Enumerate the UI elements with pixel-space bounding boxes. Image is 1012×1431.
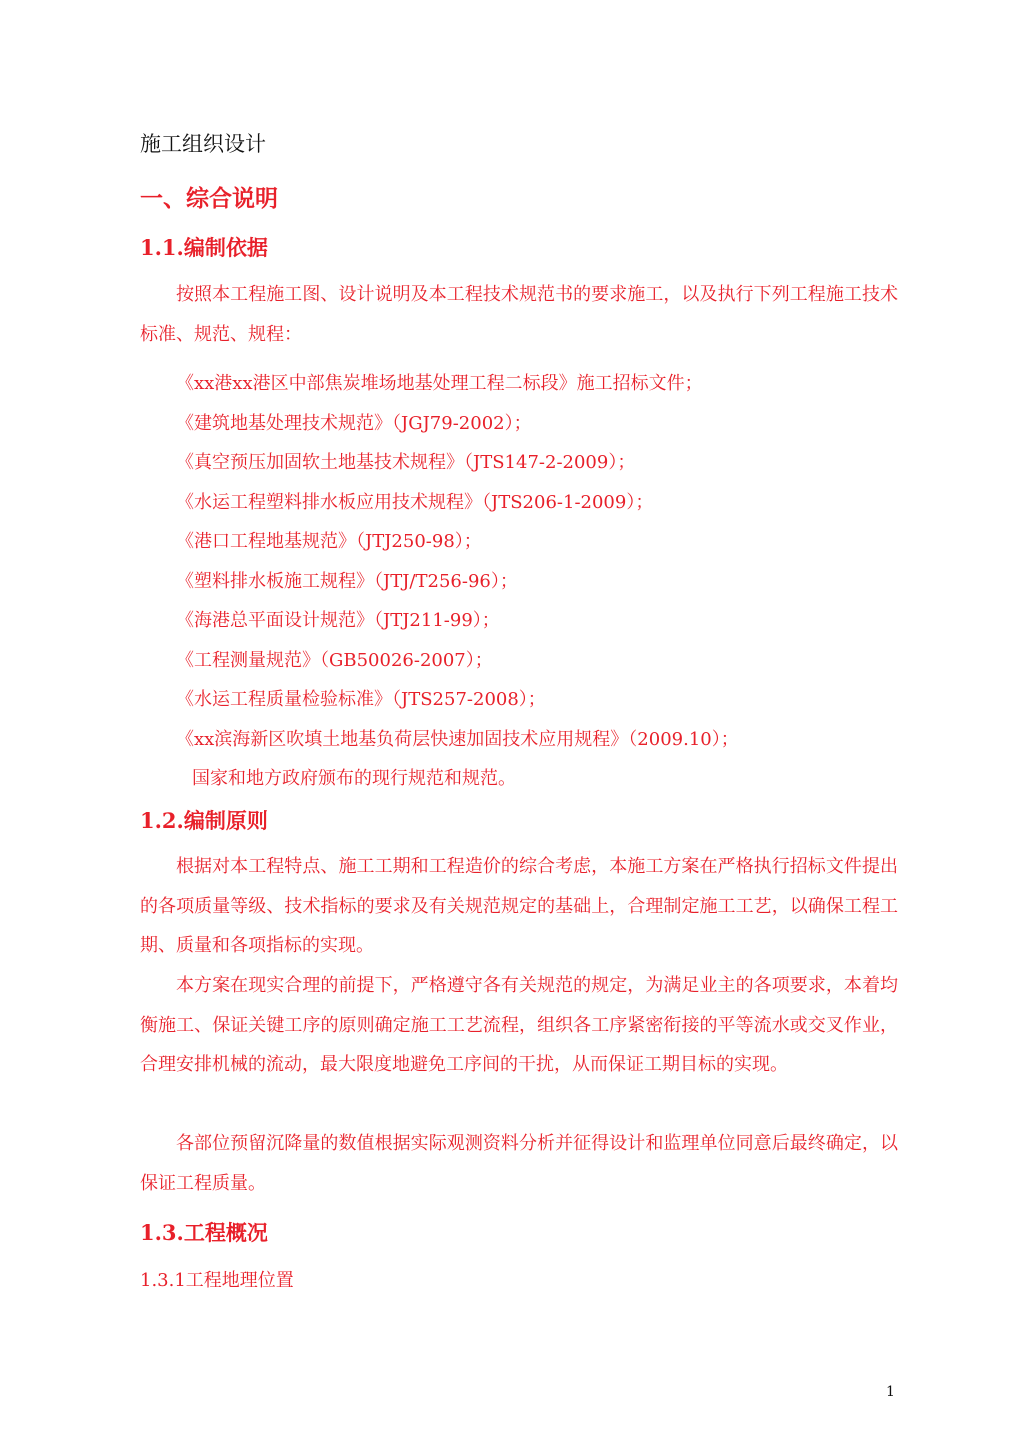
reference-item: 《xx滨海新区吹填土地基负荷层快速加固技术应用规程》（2009.10）； bbox=[176, 728, 739, 750]
document-title: 施工组织设计 bbox=[140, 132, 266, 156]
principles-paragraph-3: 各部位预留沉降量的数值根据实际观测资料分析并征得设计和监理单位同意后最终确定，以保证工程质量。 bbox=[140, 1133, 898, 1194]
reference-item: 《水运工程质量检验标准》（JTS257-2008）； bbox=[176, 689, 546, 710]
subsection-heading-basis: 1.1.编制依据 bbox=[140, 235, 268, 260]
page-number: 1 bbox=[886, 1384, 895, 1400]
subsection-heading-overview: 1.3.工程概况 bbox=[140, 1220, 268, 1245]
subsubsection-heading-location: 1.3.1工程地理位置 bbox=[140, 1270, 294, 1291]
reference-item: 《建筑地基处理技术规范》（JGJ79-2002）； bbox=[176, 412, 532, 434]
reference-item: 国家和地方政府颁布的现行规范和规范。 bbox=[192, 768, 516, 789]
principles-paragraph-2: 本方案在现实合理的前提下，严格遵守各有关规范的规定，为满足业主的各项要求，本着均衡施工、保证关键工序的原则确定施工工艺流程，组织各工序紧密衔接的平等流水或交叉作业，合理安排机械的流动，最大限度地避免工序间的干扰，从而保证工期目标的实现。 bbox=[140, 975, 898, 1075]
reference-item: 《真空预压加固软土地基技术规程》（JTS147-2-2009）； bbox=[176, 452, 636, 473]
section-heading-comprehensive: 一、综合说明 bbox=[140, 185, 278, 212]
reference-item: 《塑料排水板施工规程》（JTJ/T256-96）； bbox=[176, 570, 518, 592]
basis-intro-paragraph: 按照本工程施工图、设计说明及本工程技术规范书的要求施工，以及执行下列工程施工技术标准、规范、规程： bbox=[140, 284, 898, 345]
principles-paragraph-1: 根据对本工程特点、施工工期和工程造价的综合考虑，本施工方案在严格执行招标文件提出的各项质量等级、技术指标的要求及有关规范规定的基础上，合理制定施工工艺，以确保工程工期、质量和各项指标的实现。 bbox=[140, 856, 898, 956]
reference-item: 《xx港xx港区中部焦炭堆场地基处理工程二标段》施工招标文件； bbox=[176, 373, 703, 394]
reference-item: 《水运工程塑料排水板应用技术规程》（JTS206-1-2009）； bbox=[176, 491, 654, 513]
reference-list bbox=[140, 364, 898, 799]
reference-item: 《港口工程地基规范》（JTJ250-98）； bbox=[176, 531, 482, 552]
subsection-heading-principles: 1.2.编制原则 bbox=[140, 808, 268, 833]
reference-item: 《海港总平面设计规范》（JTJ211-99）； bbox=[176, 610, 500, 631]
reference-item: 《工程测量规范》（GB50026-2007）； bbox=[176, 649, 493, 671]
